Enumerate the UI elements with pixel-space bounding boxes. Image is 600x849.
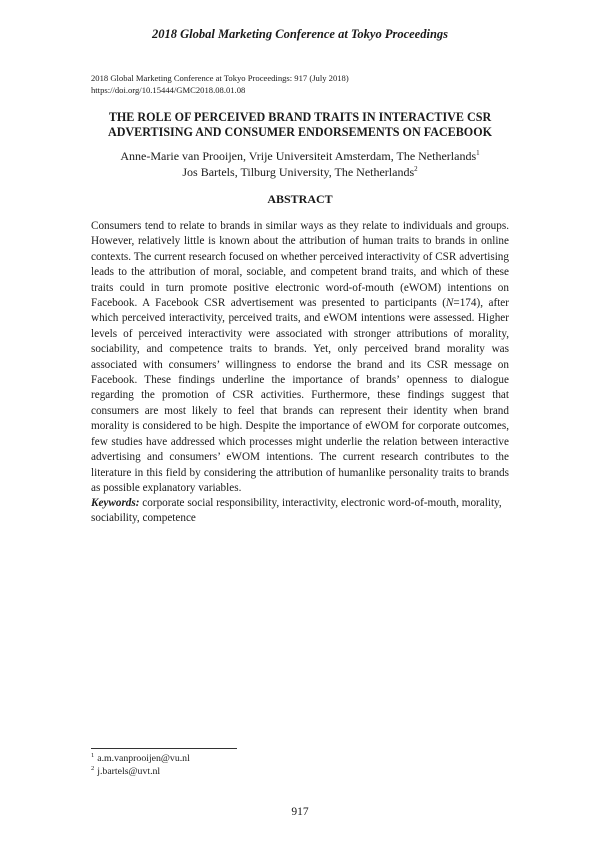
title-line: ADVERTISING AND CONSUMER ENDORSEMENTS ON FACEBOOK [107, 125, 493, 139]
author-line [60, 148, 540, 164]
footnote-number: 2 [91, 765, 95, 772]
citation-line: 2018 Global Marketing Conference at Tokyo Proceedings: 917 (July 2018) [91, 73, 349, 83]
page-number: 917 [291, 806, 309, 818]
footnote-email[interactable]: j.bartels@uvt.nl [97, 766, 161, 777]
footnote [91, 765, 190, 778]
running-head: 2018 Global Marketing Conference at Tokyo Proceedings [151, 27, 449, 41]
abstract-heading: ABSTRACT [267, 192, 333, 206]
footnote [91, 752, 190, 765]
doi-link[interactable]: https://doi.org/10.15444/GMC2018.08.01.08 [91, 85, 246, 95]
citation-block [91, 72, 349, 96]
footnote-marker: 2 [414, 165, 418, 173]
keywords-line [91, 496, 509, 527]
author-line [60, 164, 540, 180]
abstract-body [91, 219, 509, 496]
sample-size-symbol: N [445, 297, 454, 310]
paper-title [60, 110, 540, 140]
keywords-text: corporate social responsibility, interactivity, electronic word-of-mouth, morality, sociability, competence [91, 497, 502, 525]
author-affiliation: Jos Bartels, Tilburg University, The Netherlands [182, 165, 415, 179]
footnotes [91, 752, 190, 778]
abstract-text-part: Consumers tend to relate to brands in similar ways as they relate to individuals and groups. However, relatively little is known about the attribution of human traits to brands in online contexts. The current research focused on whether perceived interactivity of CSR advertising leads to the attribution of moral, sociable, and competent brand traits, and which of these traits could in turn promote positive electronic word-of-mouth (eWOM) intentions on Facebook. A Facebook CSR advertisement was presented to participants ( [91, 220, 509, 310]
title-line: THE ROLE OF PERCEIVED BRAND TRAITS IN INTERACTIVE CSR [108, 110, 492, 124]
author-list [60, 148, 540, 180]
abstract-text-part: =174), after which perceived interactivity, perceived traits, and eWOM intentions were assessed. Higher levels of perceived interactivity were associated with stronger attributions of morality, sociability, and competence traits to brands. Yet, only perceived brand morality was associated with consumers’ willingness to endorse the brand and its CSR message on Facebook. These findings underline the importance of brands’ openness to dialogue regarding the promotion of CSR activities. Furthermore, these findings suggest that consumers are most likely to feel that brands can represent their identity when brand morality is considered to be high. Despite the importance of eWOM for corporate outcomes, few studies have addressed which processes might underlie the relation between interactive advertising and consumers’ eWOM intentions. The current research contributes to the literature in this field by considering the attribution of humanlike personality traits to brands as possible explanatory variables. [91, 297, 509, 494]
footnote-marker: 1 [476, 149, 480, 157]
author-affiliation: Anne-Marie van Prooijen, Vrije Universiteit Amsterdam, The Netherlands [120, 149, 477, 163]
footnote-number: 1 [91, 752, 95, 759]
keywords-label: Keywords: [91, 497, 140, 509]
footnote-email[interactable]: a.m.vanprooijen@vu.nl [97, 753, 190, 764]
footnote-divider [91, 748, 237, 749]
